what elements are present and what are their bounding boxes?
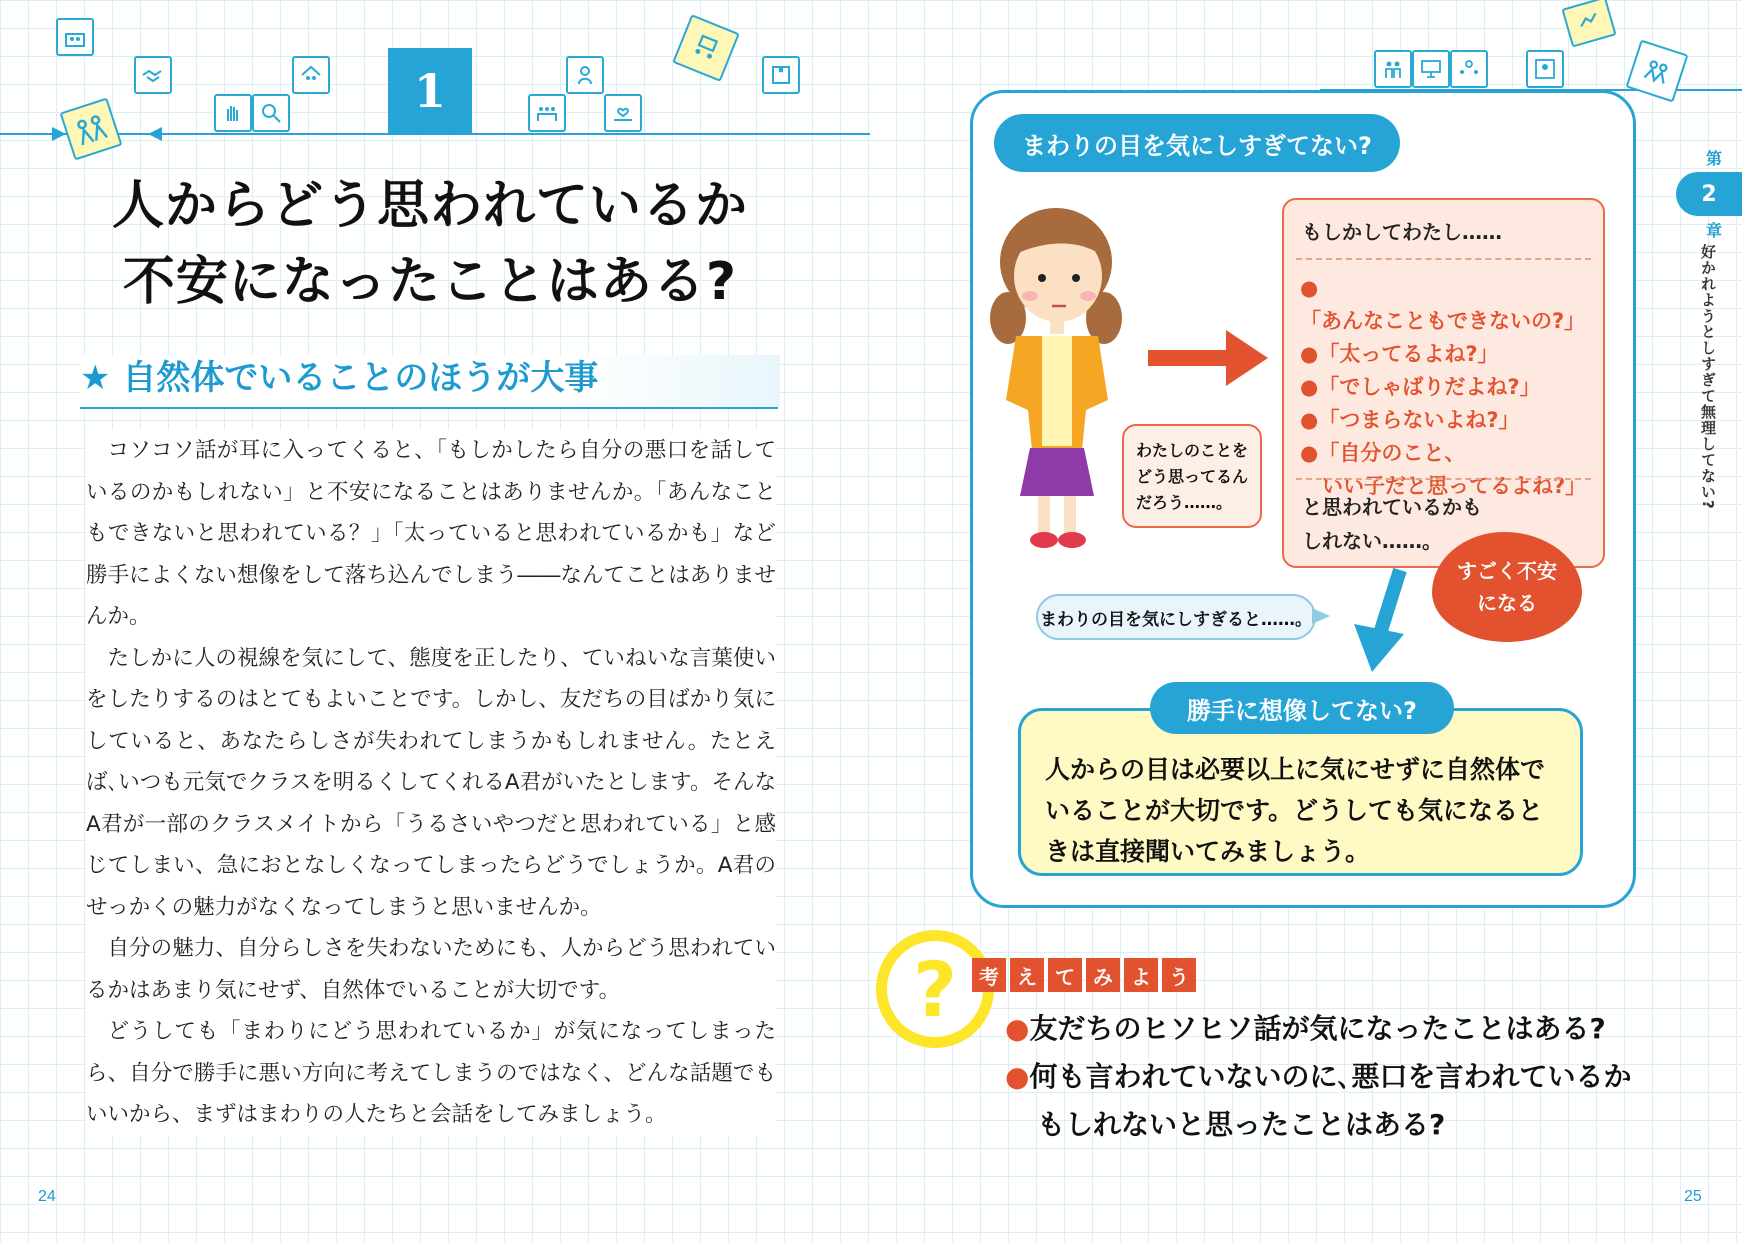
- think-char: み: [1086, 958, 1120, 992]
- list-item: ●「でしゃばりだよね?」: [1300, 375, 1541, 399]
- side-chapter-tab: 2: [1676, 172, 1742, 216]
- panel-title: まわりの目を気にしすぎてない?: [994, 114, 1400, 172]
- hands-together-icon: [1561, 0, 1616, 48]
- thought-conclusion: と思われているかも しれない……。: [1302, 495, 1482, 553]
- page-number-right: 25: [1684, 1188, 1702, 1205]
- think-char: よ: [1124, 958, 1158, 992]
- side-chapter-suffix: 章: [1706, 221, 1723, 240]
- paragraph: コソコソ話が耳に入ってくると、「もしかしたら自分の悪口を話しているのかもしれない」と不安になることはありませんか。「あんなこともできないと思われている？」「太っていると思われているかも」など勝手によくない想像をして落ち込んでしまう――なんてことはありませんか。: [86, 438, 776, 629]
- crowd-icon: [528, 94, 566, 132]
- side-chapter-label: 第: [1706, 149, 1723, 168]
- divider: [1296, 258, 1591, 260]
- girl-speech-bubble: [1122, 424, 1262, 528]
- bullet-icon: ●: [1300, 441, 1319, 465]
- think-char: 考: [972, 958, 1006, 992]
- section-number: 1: [388, 48, 472, 134]
- list-item: ●「つまらないよね?」: [1300, 408, 1520, 432]
- magnifier-person-icon: [252, 94, 290, 132]
- thought-intro: もしかしてわたし……: [1302, 220, 1502, 244]
- persons-icon: [1374, 50, 1412, 88]
- bullet-icon: ●: [1005, 1012, 1030, 1045]
- page-number-left: 24: [38, 1188, 56, 1205]
- idea-person-icon: [566, 56, 604, 94]
- paragraph: 自分の魅力、自分らしさを失わないためにも、人からどう思われているかはあまり気にせず、自然体でいることが大切です。: [86, 936, 776, 1003]
- think-questions: [1005, 1005, 1645, 1149]
- care-speech-bubble: まわりの目を気にしすぎると……。: [1036, 594, 1316, 640]
- group-cheer-icon: [59, 97, 122, 160]
- arrow-down-icon: [1338, 566, 1418, 676]
- meeting-icon: [672, 14, 740, 82]
- paragraph: どうしても「まわりにどう思われているか」が気になってしまったら、自分で勝手に悪い方向に考えてしまうのではなく、どんな話題でもいいから、まずはまわりの人たちと会話をしてみましょう。: [86, 1019, 776, 1127]
- arrow-right-icon: [1148, 330, 1268, 386]
- girl-speech-text: わたしのことをどう思ってるんだろう……。: [1136, 441, 1249, 512]
- bullet-icon: ●: [1300, 342, 1319, 366]
- body-text: [86, 430, 776, 1136]
- celebration-icon: [1625, 39, 1688, 102]
- star-icon: ★: [80, 358, 111, 398]
- presentation-icon: [1412, 50, 1450, 88]
- subheading-text: 自然体でいることのほうが大事: [122, 358, 599, 398]
- divider: [1296, 478, 1591, 480]
- arrow-left-icon: [148, 127, 162, 141]
- list-item: いい子だと思ってるよね?」: [1322, 474, 1587, 498]
- team-icon: [1450, 50, 1488, 88]
- list-item: ●「太ってるよね?」: [1300, 342, 1499, 366]
- people-house-icon: [292, 56, 330, 94]
- bubble-tail: [1312, 608, 1330, 624]
- bullet-icon: ●: [1300, 408, 1319, 432]
- bullet-icon: ●: [1005, 1060, 1030, 1093]
- profile-card-icon: [1526, 50, 1564, 88]
- bullet-icon: ●: [1300, 375, 1319, 399]
- think-char: て: [1048, 958, 1082, 992]
- list-item: ●「自分のこと、: [1300, 441, 1466, 465]
- advice-text: 人からの目は必要以上に気にせずに自然体でいることが大切です。どうしても気になるときは直接聞いてみましょう。: [1045, 755, 1546, 866]
- paragraph: たしかに人の視線を気にして、態度を正したり、ていねいな言葉使いをしたりするのはとてもよいことです。しかし、友だちの目ばかり気にしていると、あなたらしさが失われてしまうかもしれません。たとえば､いつも元気でクラスを明るくしてくれるA君がいたとします。そんなA君が一部のクラスメイトから「うるさいやつだと思われている」と感じてしまい、急におとなしくなってしまったらどうでしょうか。A君のせっかくの魅力がなくなってしまうと思いませんか。: [86, 645, 776, 920]
- puzzle-icon: [762, 56, 800, 94]
- family-icon: [56, 18, 94, 56]
- imagine-label: 勝手に想像してない?: [1150, 682, 1454, 734]
- handshake-icon: [134, 56, 172, 94]
- side-chapter-title: 好かれようとしすぎて無理してない?: [1699, 244, 1717, 510]
- girl-illustration: [986, 200, 1126, 550]
- list-item: ●何も言われていないのに､悪口を言われているかもしれないと思ったことはある?: [1005, 1060, 1632, 1141]
- title-line-2: 不安になったことはある?: [122, 252, 738, 312]
- raised-hand-icon: [214, 94, 252, 132]
- subheading: [80, 355, 780, 407]
- think-char: え: [1010, 958, 1044, 992]
- title-line-1: 人からどう思われているか: [111, 176, 748, 236]
- think-char: う: [1162, 958, 1196, 992]
- subheading-underline: [80, 407, 778, 409]
- thought-box: [1282, 198, 1605, 568]
- anxious-cloud: すごく不安 になる: [1432, 532, 1582, 642]
- worry-list: [1300, 272, 1600, 503]
- bullet-icon: ●: [1300, 276, 1319, 300]
- page-title: [100, 168, 760, 320]
- question-mark-icon: ?: [876, 930, 994, 1048]
- list-item: ●「あんなこともできないの?」: [1300, 276, 1586, 333]
- hand-heart-icon: [604, 94, 642, 132]
- list-item: ●友だちのヒソヒソ話が気になったことはある?: [1005, 1012, 1606, 1045]
